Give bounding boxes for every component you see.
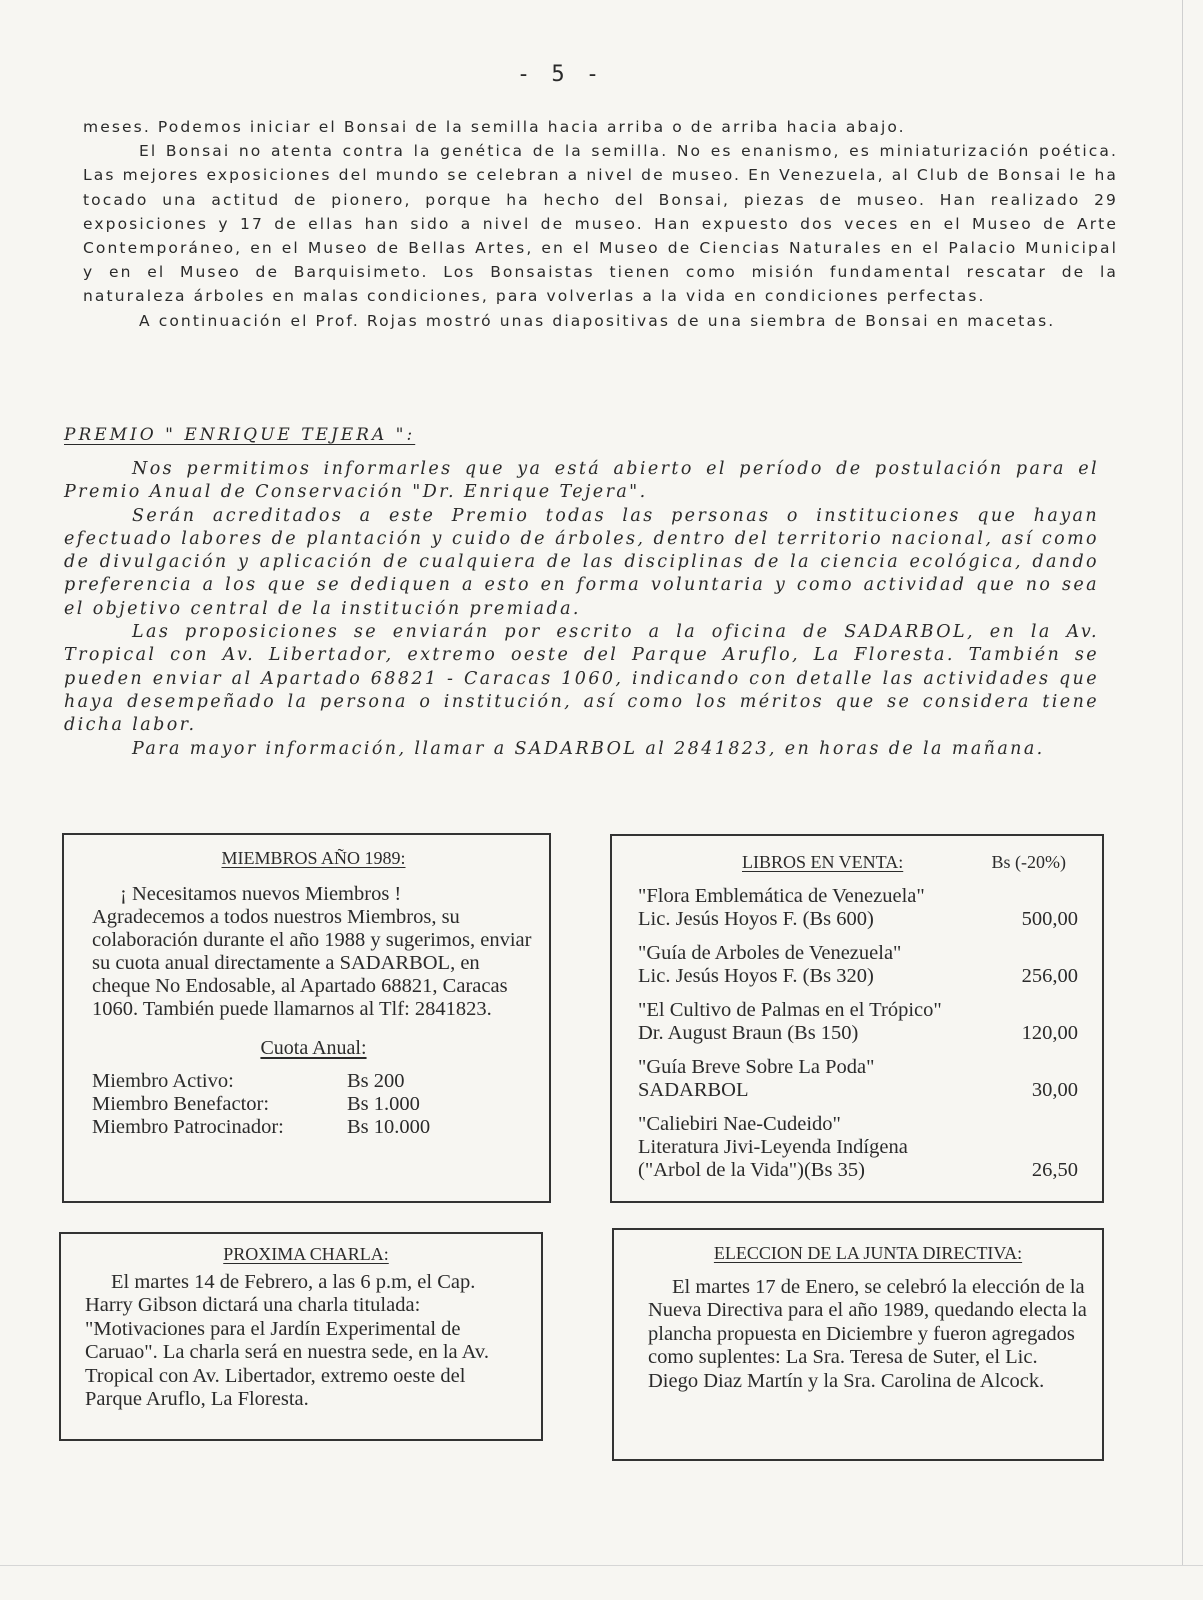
fee-row	[92, 1070, 535, 1093]
charla-box	[59, 1232, 543, 1441]
fee-label: Miembro Benefactor:	[92, 1093, 270, 1115]
page-edge-bottom	[0, 1565, 1203, 1566]
intro-paragraph: A continuación el Prof. Rojas mostró unas diapositivas de una siembra de Bonsai en macetas.	[139, 311, 1056, 330]
book-item	[638, 1113, 1084, 1182]
book-item	[638, 885, 1084, 931]
libros-title: LIBROS EN VENTA:	[742, 852, 904, 872]
fee-row	[92, 1116, 535, 1139]
premio-paragraph: Nos permitimos informarles que ya está abierto el período de postulación para el Premio Anual de Conservación "Dr. Enrique Tejera".	[64, 459, 1099, 503]
miembros-body	[92, 883, 535, 1139]
libros-box	[610, 834, 1104, 1203]
miembros-text: Agradecemos a todos nuestros Miembros, su colaboración durante el año 1988 y sugerimos, enviar su cuota anual directamente a SADARBOL, en cheque No Endosable, al Apartado 68821, Caracas 1060. También puede llamarnos al Tlf: 2841823.	[92, 906, 532, 1020]
charla-text: El martes 14 de Febrero, a las 6 p.m, el Cap. Harry Gibson dictará una charla titulada: "Motivaciones para el Jardín Experimental de Caruao". La charla será en nuestra sede, en la Av. Tropical con Av. Libertador, extremo oeste del Parque Aruflo, La Floresta.	[85, 1271, 489, 1411]
book-subtitle: Literatura Jivi-Leyenda Indígena	[638, 1136, 908, 1158]
miembros-box	[62, 833, 551, 1203]
premio-paragraph: Las proposiciones se enviarán por escrito a la oficina de SADARBOL, en la Av. Tropical con Av. Libertador, extremo oeste del Parque Aruflo, La Floresta. También se pueden enviar al Apartado 68821 - Caracas 1060, indicando con detalle las actividades que haya desempeñado la persona o institución, así como los méritos que se considera tiene dicha labor.	[64, 622, 1099, 736]
book-title: "El Cultivo de Palmas en el Trópico"	[638, 999, 942, 1021]
book-title: "Flora Emblemática de Venezuela"	[638, 885, 925, 907]
book-author: Lic. Jesús Hoyos F. (Bs 320)	[638, 965, 874, 987]
intro-paragraph: El Bonsai no atenta contra la genética de la semilla. No es enanismo, es miniaturización poética. Las mejores exposiciones del mundo se celebran a nivel de museo. En Venezuela, al Club de Bonsai le ha tocado una actitud de pionero, porque ha hecho del Bonsai, piezas de museo. Han realizado 29 exposiciones y 17 de ellas han sido a nivel de museo. Han expuesto dos veces en el Museo de Arte Contemporáneo, en el Museo de Bellas Artes, en el Museo de Ciencias Naturales en el Palacio Municipal y en el Museo de Barquisimeto. Los Bonsaistas tienen como misión fundamental rescatar de la naturaleza árboles en malas condiciones, para volverlas a la vida en condiciones perfectas.	[83, 142, 1118, 306]
book-price: 500,00	[1021, 908, 1078, 930]
libros-discount: Bs (-20%)	[991, 852, 1066, 872]
eleccion-box	[612, 1228, 1104, 1461]
fee-label: Miembro Activo:	[92, 1070, 234, 1092]
fee-value: Bs 200	[347, 1070, 405, 1092]
cuota-title: Cuota Anual:	[260, 1037, 367, 1059]
book-price: 120,00	[1021, 1022, 1078, 1044]
book-item	[638, 942, 1084, 988]
book-title: "Guía de Arboles de Venezuela"	[638, 942, 902, 964]
fee-value: Bs 10.000	[347, 1116, 431, 1138]
book-author: Lic. Jesús Hoyos F. (Bs 600)	[638, 908, 874, 930]
miembros-title: MIEMBROS AÑO 1989:	[221, 848, 406, 868]
charla-title: PROXIMA CHARLA:	[223, 1244, 389, 1264]
page-edge-right	[1182, 0, 1183, 1565]
book-author: SADARBOL	[638, 1079, 749, 1101]
miembros-need: ¡ Necesitamos nuevos Miembros !	[120, 883, 402, 905]
eleccion-text: El martes 17 de Enero, se celebró la elección de la Nueva Directiva para el año 1989, quedando electa la plancha propuesta en Diciembre y fueron agregados como suplentes: La Sra. Teresa de Suter, el Lic. Diego Diaz Martín y la Sra. Carolina de Alcock.	[648, 1276, 1087, 1392]
book-title: "Caliebiri Nae-Cudeido"	[638, 1113, 841, 1135]
fee-value: Bs 1.000	[347, 1093, 420, 1115]
book-item	[638, 1056, 1084, 1102]
book-price: 256,00	[1021, 965, 1078, 987]
book-title: "Guía Breve Sobre La Poda"	[638, 1056, 875, 1078]
book-author: Dr. August Braun (Bs 150)	[638, 1022, 859, 1044]
fee-row	[92, 1093, 535, 1116]
premio-paragraph: Para mayor información, llamar a SADARBOL al 2841823, en horas de la mañana.	[132, 738, 1045, 759]
intro-paragraph: meses. Podemos iniciar el Bonsai de la semilla hacia arriba o de arriba hacia abajo.	[83, 118, 906, 136]
premio-heading: PREMIO " ENRIQUE TEJERA ":	[64, 425, 416, 445]
premio-text	[64, 458, 1099, 761]
book-price: 30,00	[1031, 1079, 1078, 1101]
libros-header	[638, 852, 1084, 873]
eleccion-title: ELECCION DE LA JUNTA DIRECTIVA:	[713, 1243, 1023, 1263]
book-item	[638, 999, 1084, 1045]
book-author: ("Arbol de la Vida")(Bs 35)	[638, 1159, 865, 1181]
intro-text	[83, 115, 1118, 333]
page-number: - 5 -	[516, 62, 604, 87]
premio-paragraph: Serán acreditados a este Premio todas las personas o instituciones que hayan efectuado labores de plantación y cuido de árboles, dentro del territorio nacional, así como de divulgación y aplicación de cualquiera de las disciplinas de la ciencia ecológica, dando preferencia a los que se dediquen a esto en forma voluntaria y como actividad que no sea el objetivo central de la institución premiada.	[64, 505, 1099, 619]
fee-label: Miembro Patrocinador:	[92, 1116, 284, 1138]
book-price: 26,50	[1031, 1159, 1078, 1181]
